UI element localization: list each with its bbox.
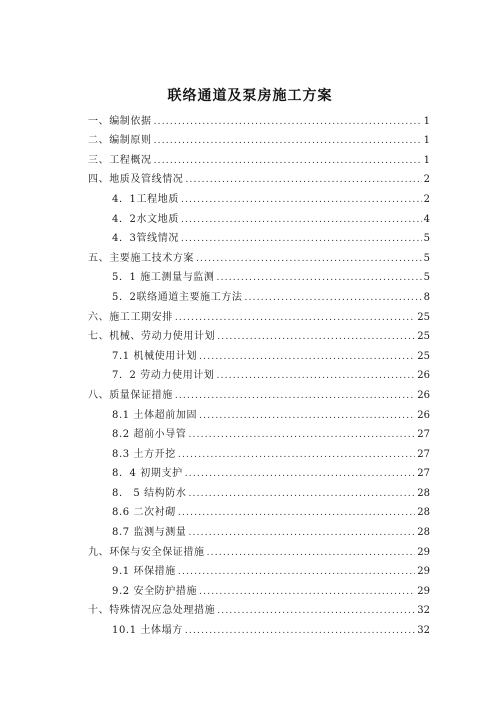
toc-entry[interactable]: [88, 617, 430, 637]
toc-entry-page: 2: [423, 174, 430, 186]
toc-entry-label: 8． 5 结构防水: [112, 487, 187, 499]
toc-entry-page: 5: [423, 252, 430, 264]
toc-entry-page: 26: [417, 409, 430, 421]
toc-entry[interactable]: [88, 578, 430, 598]
toc-entry-page: 26: [417, 370, 430, 382]
toc-entry[interactable]: [88, 304, 430, 324]
toc-entry-label: 八、质量保证措施: [88, 389, 173, 401]
toc-entry[interactable]: [88, 147, 430, 167]
toc-entry-label: 一、编制依据: [88, 115, 152, 127]
toc-entry[interactable]: [88, 167, 430, 187]
toc-leader-dots: [217, 331, 415, 343]
toc-leader-dots: [196, 253, 422, 265]
toc-entry-page: 1: [423, 115, 430, 127]
toc-entry-page: 27: [417, 468, 430, 480]
toc-entry[interactable]: [88, 108, 430, 128]
toc-leader-dots: [154, 135, 422, 147]
toc-entry-page: 28: [417, 527, 430, 539]
toc-entry[interactable]: [88, 128, 430, 148]
toc-entry-label: 5．1 施工测量与监测: [112, 272, 215, 284]
toc-entry-label: 8.1 土体超前加固: [112, 409, 198, 421]
toc-entry[interactable]: [88, 226, 430, 246]
toc-entry-page: 25: [417, 311, 430, 323]
toc-entry[interactable]: [88, 422, 430, 442]
toc-entry-page: 27: [417, 429, 430, 441]
toc-entry[interactable]: [88, 559, 430, 579]
toc-entry-label: 三、工程概况: [88, 154, 152, 166]
toc-entry[interactable]: [88, 186, 430, 206]
toc-entry-page: 27: [417, 448, 430, 460]
toc-entry[interactable]: [88, 265, 430, 285]
toc-entry[interactable]: [88, 402, 430, 422]
toc-entry[interactable]: [88, 598, 430, 618]
toc-leader-dots: [178, 507, 415, 519]
toc-entry-label: 4．1工程地质: [112, 193, 179, 205]
toc-entry-page: 8: [423, 291, 430, 303]
toc-entry-page: 28: [417, 507, 430, 519]
toc-leader-dots: [207, 547, 416, 559]
toc-entry[interactable]: [88, 461, 430, 481]
toc-entry-page: 29: [417, 566, 430, 578]
toc-entry-label: 五、主要施工技术方案: [88, 252, 194, 264]
toc-entry[interactable]: [88, 324, 430, 344]
toc-entry-page: 1: [423, 135, 430, 147]
toc-entry-label: 二、编制原则: [88, 135, 152, 147]
toc-entry-page: 1: [423, 154, 430, 166]
document-title: 联络通道及泵房施工方案: [167, 88, 333, 104]
toc-entry[interactable]: [88, 245, 430, 265]
toc-leader-dots: [185, 625, 415, 637]
toc-entry-label: 九、环保与安全保证措施: [88, 546, 205, 558]
toc-entry-page: 5: [423, 272, 430, 284]
toc-entry-page: 32: [417, 625, 430, 637]
toc-entry-page: 4: [423, 213, 430, 225]
toc-entry-label: 5．2联络通道主要施工方法: [112, 291, 243, 303]
toc-entry[interactable]: [88, 206, 430, 226]
toc-entry-label: 4．3管线情况: [112, 233, 179, 245]
toc-entry-label: 8.6 二次衬砌: [112, 507, 176, 519]
toc-entry[interactable]: [88, 519, 430, 539]
toc-entry-label: 10.1 土体塌方: [112, 625, 183, 637]
toc-leader-dots: [199, 410, 415, 422]
toc-leader-dots: [188, 527, 415, 539]
toc-entry-label: 4．2水文地质: [112, 213, 179, 225]
toc-leader-dots: [178, 566, 415, 578]
toc-entry-label: 7．2 劳动力使用计划: [112, 370, 215, 382]
toc-entry-page: 32: [417, 605, 430, 617]
toc-entry-label: 四、地质及管线情况: [88, 174, 184, 186]
toc-entry-label: 9.2 安全防护措施: [112, 585, 198, 597]
toc-leader-dots: [154, 116, 422, 128]
toc-entry[interactable]: [88, 441, 430, 461]
toc-leader-dots: [181, 194, 422, 206]
toc-entry-label: 十、特殊情况应急处理措施: [88, 605, 216, 617]
toc-entry-label: 8.7 监测与测量: [112, 527, 187, 539]
toc-entry[interactable]: [88, 480, 430, 500]
toc-entry-page: 25: [417, 331, 430, 343]
toc-entry-page: 29: [417, 585, 430, 597]
toc-entry-label: 8．4 初期支护: [112, 468, 183, 480]
toc-leader-dots: [188, 429, 415, 441]
toc-entry[interactable]: [88, 284, 430, 304]
toc-leader-dots: [199, 586, 415, 598]
toc-leader-dots: [178, 449, 415, 461]
toc-leader-dots: [185, 468, 416, 480]
toc-entry-label: 7.1 机械使用计划: [112, 350, 198, 362]
toc-entry-page: 25: [417, 350, 430, 362]
toc-leader-dots: [188, 488, 415, 500]
toc-entry-label: 七、机械、劳动力使用计划: [88, 331, 216, 343]
toc-leader-dots: [245, 292, 422, 304]
toc-leader-dots: [217, 272, 422, 284]
toc-leader-dots: [217, 370, 416, 382]
toc-entry-label: 9.1 环保措施: [112, 566, 176, 578]
toc-entry-page: 5: [423, 233, 430, 245]
toc-leader-dots: [175, 312, 415, 324]
toc-leader-dots: [181, 214, 422, 226]
toc-entry[interactable]: [88, 363, 430, 383]
toc-entry-page: 29: [417, 546, 430, 558]
table-of-contents: [88, 108, 430, 637]
toc-entry[interactable]: [88, 539, 430, 559]
toc-entry-label: 8.3 土方开挖: [112, 448, 176, 460]
toc-entry-label: 8.2 超前小导管: [112, 429, 187, 441]
toc-leader-dots: [175, 390, 415, 402]
toc-entry[interactable]: [88, 382, 430, 402]
toc-entry-page: 28: [417, 487, 430, 499]
toc-leader-dots: [199, 351, 415, 363]
toc-leader-dots: [181, 233, 422, 245]
toc-entry[interactable]: [88, 343, 430, 363]
toc-leader-dots: [154, 155, 422, 167]
toc-entry-label: 六、施工工期安排: [88, 311, 173, 323]
toc-leader-dots: [185, 174, 421, 186]
toc-entry-page: 26: [417, 389, 430, 401]
toc-entry-page: 2: [423, 193, 430, 205]
toc-entry[interactable]: [88, 500, 430, 520]
toc-leader-dots: [217, 605, 415, 617]
